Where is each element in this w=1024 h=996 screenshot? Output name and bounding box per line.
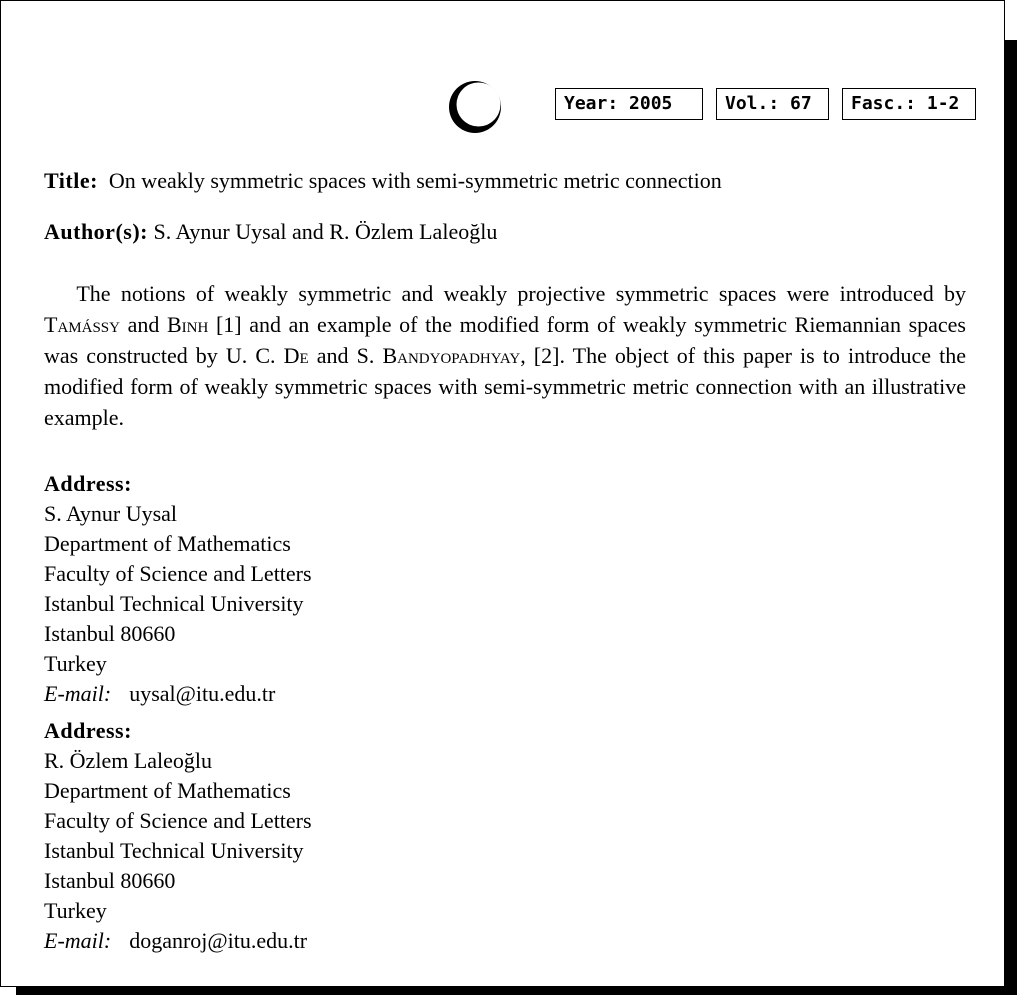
journal-logo-icon bbox=[447, 79, 503, 135]
address-email-line bbox=[44, 679, 312, 709]
address-university: Istanbul Technical University bbox=[44, 838, 304, 863]
year-box: Year: 2005 bbox=[555, 88, 703, 120]
volume-box: Vol.: 67 bbox=[716, 88, 829, 120]
abstract-part: and bbox=[119, 312, 167, 337]
authors-text: S. Aynur Uysal and R. Özlem Laleoğlu bbox=[153, 219, 498, 244]
author-name-de: De bbox=[283, 343, 309, 368]
author-name-tamassy: Tamássy bbox=[44, 312, 120, 337]
author-name-bandyopadhyay: Bandyopadhyay bbox=[382, 343, 521, 368]
address-email-line bbox=[44, 926, 312, 956]
address-country: Turkey bbox=[44, 898, 107, 923]
paper-authors bbox=[44, 217, 497, 247]
address-name: R. Özlem Laleoğlu bbox=[44, 748, 213, 773]
address-city: Istanbul 80660 bbox=[44, 621, 176, 646]
email-label: E-mail: bbox=[44, 681, 112, 706]
address-country: Turkey bbox=[44, 651, 107, 676]
email-address[interactable]: doganroj@itu.edu.tr bbox=[129, 928, 308, 953]
abstract-part: and S. bbox=[308, 343, 383, 368]
title-text: On weakly symmetric spaces with semi-symmetric metric connection bbox=[108, 168, 722, 193]
address-block bbox=[44, 716, 312, 956]
address-city: Istanbul 80660 bbox=[44, 868, 176, 893]
address-department: Department of Mathematics bbox=[44, 531, 291, 556]
abstract-part: [1] and an example of the modified form of weakly symmetric Riemannian spaces was constructed by U. C. bbox=[44, 312, 966, 368]
address-label: Address: bbox=[44, 471, 132, 496]
abstract bbox=[44, 278, 966, 433]
title-label: Title: bbox=[44, 168, 98, 193]
paper-title bbox=[44, 166, 722, 196]
abstract-part: , [2]. The object of this paper is to introduce the modified form of weakly symmetric spaces with semi-symmetric metric connection with an illustrative example. bbox=[44, 343, 967, 430]
email-label: E-mail: bbox=[44, 928, 112, 953]
address-faculty: Faculty of Science and Letters bbox=[44, 808, 312, 833]
fascicle-box: Fasc.: 1-2 bbox=[842, 88, 976, 120]
abstract-part: The notions of weakly symmetric and weakly projective symmetric spaces were introduced by bbox=[76, 281, 967, 306]
address-block bbox=[44, 469, 312, 709]
address-department: Department of Mathematics bbox=[44, 778, 291, 803]
address-label: Address: bbox=[44, 718, 132, 743]
author-name-binh: Binh bbox=[166, 312, 209, 337]
authors-label: Author(s): bbox=[44, 219, 148, 244]
address-university: Istanbul Technical University bbox=[44, 591, 304, 616]
email-address[interactable]: uysal@itu.edu.tr bbox=[129, 681, 276, 706]
address-name: S. Aynur Uysal bbox=[44, 501, 178, 526]
address-faculty: Faculty of Science and Letters bbox=[44, 561, 312, 586]
